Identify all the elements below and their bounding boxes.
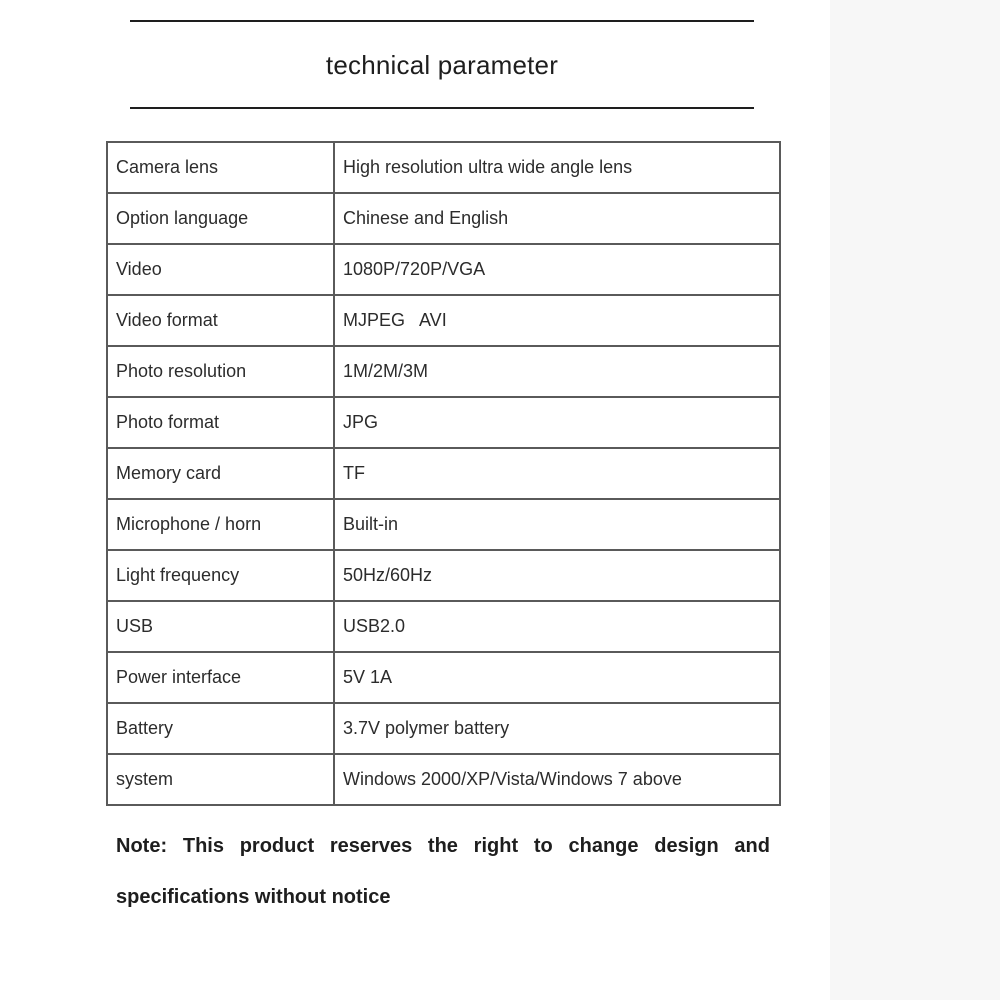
table-row	[107, 244, 780, 295]
spec-value: 1M/2M/3M	[334, 346, 780, 397]
table-row	[107, 754, 780, 805]
table-row	[107, 601, 780, 652]
table-row	[107, 448, 780, 499]
spec-value: 3.7V polymer battery	[334, 703, 780, 754]
spec-label: Camera lens	[107, 142, 334, 193]
table-row	[107, 193, 780, 244]
spec-value: MJPEG AVI	[334, 295, 780, 346]
table-row	[107, 550, 780, 601]
spec-label: system	[107, 754, 334, 805]
spec-value: 5V 1A	[334, 652, 780, 703]
page-edge-background	[830, 0, 1000, 1000]
spec-value: Windows 2000/XP/Vista/Windows 7 above	[334, 754, 780, 805]
table-row	[107, 499, 780, 550]
spec-label: Video	[107, 244, 334, 295]
spec-label: Microphone / horn	[107, 499, 334, 550]
spec-value: 1080P/720P/VGA	[334, 244, 780, 295]
spec-table	[106, 141, 781, 806]
title-top-rule	[130, 20, 754, 22]
spec-value: USB2.0	[334, 601, 780, 652]
table-row	[107, 397, 780, 448]
spec-value: High resolution ultra wide angle lens	[334, 142, 780, 193]
spec-label: Video format	[107, 295, 334, 346]
note-text-line-1: Note: This product reserves the right to change design and	[116, 835, 770, 857]
spec-label: USB	[107, 601, 334, 652]
spec-value: JPG	[334, 397, 780, 448]
spec-label: Memory card	[107, 448, 334, 499]
spec-label: Power interface	[107, 652, 334, 703]
page-title: technical parameter	[325, 50, 559, 80]
table-row	[107, 652, 780, 703]
spec-label: Photo format	[107, 397, 334, 448]
spec-value: Chinese and English	[334, 193, 780, 244]
spec-value: 50Hz/60Hz	[334, 550, 780, 601]
table-row	[107, 295, 780, 346]
spec-label: Option language	[107, 193, 334, 244]
spec-value: TF	[334, 448, 780, 499]
table-row	[107, 142, 780, 193]
spec-value: Built-in	[334, 499, 780, 550]
spec-label: Photo resolution	[107, 346, 334, 397]
table-row	[107, 346, 780, 397]
table-row	[107, 703, 780, 754]
note-text-line-2: specifications without notice	[116, 886, 391, 908]
spec-label: Battery	[107, 703, 334, 754]
spec-label: Light frequency	[107, 550, 334, 601]
title-bottom-rule	[130, 107, 754, 109]
